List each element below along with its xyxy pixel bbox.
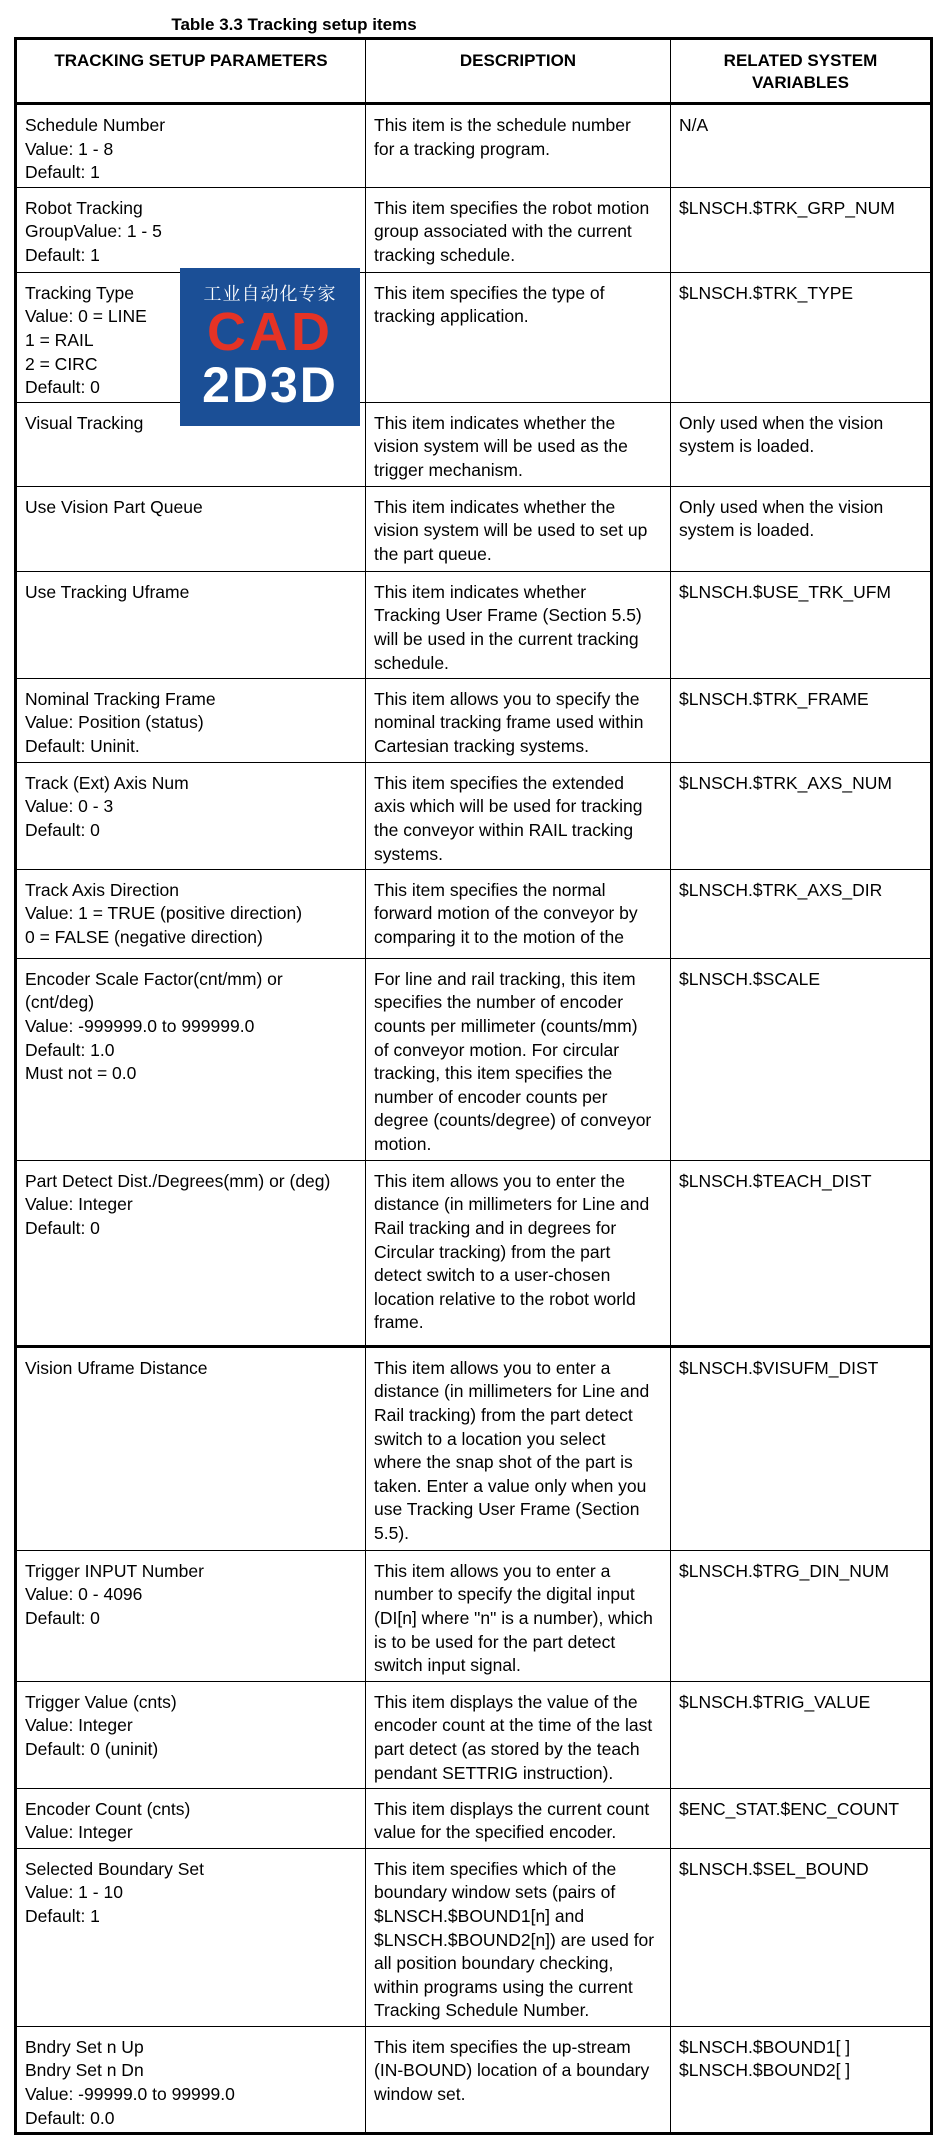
description-line: This item specifies the extended (374, 772, 624, 793)
parameter-line: Value: Integer (25, 1822, 133, 1843)
table-row (16, 272, 932, 402)
parameter-line: 2 = CIRC (25, 353, 98, 374)
desc-cell (366, 678, 671, 762)
parameter-line: Robot Tracking (25, 197, 143, 218)
description-line: use Tracking User Frame (Section (374, 1499, 640, 1520)
description-line: For line and rail tracking, this item (374, 968, 636, 989)
parameter-line: Value: -99999.0 to 99999.0 (25, 2083, 235, 2104)
parameter-line: Use Vision Part Queue (25, 496, 203, 517)
table-caption: Table 3.3 Tracking setup items (171, 15, 417, 34)
parameter-line: Default: 0 (25, 819, 100, 840)
desc-cell (366, 869, 671, 958)
description-line: part detect (as stored by the teach (374, 1738, 640, 1759)
parameter-line: Tracking Type (25, 282, 134, 303)
parameter-line: Value: 0 - 4096 (25, 1584, 143, 1605)
parameter-line: Value: 0 = LINE (25, 306, 147, 327)
desc-cell (366, 486, 671, 571)
parameter-line: Default: 1 (25, 244, 100, 265)
description-line: This item displays the current count (374, 1798, 650, 1819)
description-line: systems. (374, 843, 444, 864)
table-row (16, 1788, 932, 1848)
description-line: the part queue. (374, 543, 492, 564)
description-line: degree (counts/degree) of conveyor (374, 1110, 652, 1131)
param-cell (16, 2026, 366, 2133)
watermark-logo (180, 268, 360, 426)
table-header-row (16, 39, 932, 104)
system-variable-line: $LNSCH.$TEACH_DIST (679, 1170, 872, 1191)
system-variable-line: $LNSCH.$TRK_AXS_DIR (679, 879, 883, 900)
table-row (16, 678, 932, 762)
desc-cell (366, 187, 671, 272)
description-line: switch input signal. (374, 1655, 521, 1676)
table-row (16, 104, 932, 188)
vars-cell (671, 762, 932, 869)
desc-cell (366, 1550, 671, 1681)
description-line: the conveyor within RAIL tracking (374, 819, 634, 840)
table-row (16, 1550, 932, 1681)
description-line: $LNSCH.$BOUND2[n]) are used for (374, 1929, 655, 1950)
description-line: This item specifies the up-stream (374, 2036, 631, 2057)
parameter-line: Bndry Set n Dn (25, 2060, 144, 2081)
tracking-setup-table (14, 37, 933, 2135)
description-line: taken. Enter a value only when you (374, 1475, 647, 1496)
vars-cell (671, 187, 932, 272)
desc-cell (366, 958, 671, 1160)
system-variable-line: N/A (679, 115, 709, 135)
parameter-line: 0 = FALSE (negative direction) (25, 926, 263, 947)
description-line: trigger mechanism. (374, 459, 523, 480)
description-line: This item displays the value of the (374, 1691, 638, 1712)
description-line: counts per millimeter (counts/mm) (374, 1015, 638, 1036)
parameter-line: Visual Tracking (25, 412, 144, 433)
parameter-line: Default: 0 (25, 1217, 100, 1238)
description-line: Tracking User Frame (Section 5.5) (374, 605, 642, 626)
parameter-line: Schedule Number (25, 115, 166, 135)
description-line: of conveyor motion. For circular (374, 1039, 620, 1060)
system-variable-line: $LNSCH.$TRK_TYPE (679, 282, 854, 303)
vars-cell (671, 678, 932, 762)
vars-cell (671, 1681, 932, 1788)
table-row (16, 1346, 932, 1550)
desc-cell (366, 402, 671, 486)
system-variable-line: $ENC_STAT.$ENC_COUNT (679, 1798, 900, 1819)
parameter-line: Trigger Value (cnts) (25, 1691, 177, 1712)
parameter-line: Default: 0 (uninit) (25, 1738, 159, 1759)
parameter-line: Default: Uninit. (25, 735, 140, 756)
description-line: distance (in millimeters for Line and (374, 1381, 650, 1402)
vars-cell (671, 402, 932, 486)
description-line: This item is the schedule number (374, 115, 631, 135)
description-line: This item specifies which of the (374, 1858, 617, 1879)
description-line: (DI[n] where "n" is a number), which (374, 1607, 653, 1628)
description-line: within programs using the current (374, 1976, 633, 1997)
description-line: This item allows you to enter a (374, 1560, 611, 1581)
description-line: $LNSCH.$BOUND1[n] and (374, 1905, 585, 1926)
description-line: number to specify the digital input (374, 1584, 635, 1605)
vars-cell (671, 2026, 932, 2133)
parameter-line: (cnt/deg) (25, 992, 95, 1013)
parameter-line: Value: -999999.0 to 999999.0 (25, 1015, 255, 1036)
table-row (16, 958, 932, 1160)
parameter-line: Default: 1 (25, 162, 100, 183)
description-line: for a tracking program. (374, 138, 551, 159)
description-line: comparing it to the motion of the (374, 926, 624, 947)
description-line: 5.5). (374, 1522, 410, 1543)
description-line: nominal tracking frame used within (374, 712, 644, 733)
parameter-line: Default: 1 (25, 1905, 100, 1926)
parameter-line: GroupValue: 1 - 5 (25, 221, 162, 242)
param-cell (16, 104, 366, 188)
vars-cell (671, 486, 932, 571)
parameter-line: Value: Integer (25, 1715, 133, 1736)
description-line: will be used in the current tracking (374, 628, 639, 649)
desc-cell (366, 2026, 671, 2133)
param-cell (16, 762, 366, 869)
description-line: all position boundary checking, (374, 1953, 614, 1974)
desc-cell (366, 104, 671, 188)
description-line: specifies the number of encoder (374, 992, 624, 1013)
description-line: value for the specified encoder. (374, 1822, 617, 1843)
system-variable-line: Only used when the vision (679, 496, 884, 517)
param-cell (16, 1848, 366, 2026)
description-line: schedule. (374, 652, 449, 673)
param-cell (16, 187, 366, 272)
description-line: switch to a location you select (374, 1428, 606, 1449)
parameter-line: Part Detect Dist./Degrees(mm) or (deg) (25, 1170, 331, 1191)
parameter-line: 1 = RAIL (25, 329, 94, 350)
description-line: This item allows you to specify the (374, 688, 640, 709)
table-row (16, 1848, 932, 2026)
system-variable-line: $LNSCH.$TRIG_VALUE (679, 1691, 871, 1712)
param-cell (16, 1788, 366, 1848)
description-line: This item allows you to enter the (374, 1170, 625, 1191)
param-cell (16, 869, 366, 958)
system-variable-line: $LNSCH.$SCALE (679, 968, 821, 989)
parameter-line: Value: 0 - 3 (25, 796, 114, 817)
parameter-line: Use Tracking Uframe (25, 581, 190, 602)
table-row (16, 571, 932, 678)
table-body (16, 104, 932, 2134)
param-cell (16, 1160, 366, 1346)
description-line: This item indicates whether the (374, 496, 616, 517)
description-line: This item allows you to enter a (374, 1357, 611, 1378)
parameter-line: Must not = 0.0 (25, 1063, 137, 1084)
parameter-line: Bndry Set n Up (25, 2036, 144, 2057)
header-description: DESCRIPTION (366, 39, 671, 104)
description-line: where the snap shot of the part is (374, 1452, 633, 1473)
description-line: frame. (374, 1312, 424, 1333)
description-line: Circular tracking) from the part (374, 1241, 611, 1262)
vars-cell (671, 869, 932, 958)
parameter-line: Track (Ext) Axis Num (25, 772, 189, 793)
desc-cell (366, 1788, 671, 1848)
description-line: This item specifies the normal (374, 879, 606, 900)
desc-cell (366, 272, 671, 402)
description-line: Rail tracking and in degrees for (374, 1217, 617, 1238)
desc-cell (366, 1160, 671, 1346)
table-row (16, 2026, 932, 2133)
parameter-line: Nominal Tracking Frame (25, 688, 216, 709)
description-line: This item specifies the robot motion (374, 197, 650, 218)
parameter-line: Value: 1 - 10 (25, 1882, 123, 1903)
table-row (16, 187, 932, 272)
param-cell (16, 1346, 366, 1550)
parameter-line: Value: Position (status) (25, 712, 204, 733)
description-line: forward motion of the conveyor by (374, 903, 638, 924)
param-cell (16, 958, 366, 1160)
description-line: tracking, this item specifies the (374, 1063, 613, 1084)
description-line: location relative to the robot world (374, 1288, 636, 1309)
watermark-2d3d-text: 2D3D (202, 357, 338, 413)
description-line: This item specifies the type of (374, 282, 605, 303)
description-line: tracking application. (374, 306, 529, 327)
description-line: motion. (374, 1133, 432, 1154)
vars-cell (671, 1848, 932, 2026)
desc-cell (366, 1681, 671, 1788)
system-variable-line: $LNSCH.$TRK_AXS_NUM (679, 772, 892, 793)
system-variable-line: $LNSCH.$USE_TRK_UFM (679, 581, 891, 602)
system-variable-line: system is loaded. (679, 520, 815, 541)
desc-cell (366, 571, 671, 678)
parameter-line: Value: 1 - 8 (25, 138, 114, 159)
description-line: encoder count at the time of the last (374, 1715, 653, 1736)
param-cell (16, 678, 366, 762)
description-line: Rail tracking) from the part detect (374, 1404, 633, 1425)
header-system-variables: RELATED SYSTEM VARIABLES (671, 39, 932, 104)
description-line: vision system will be used as the (374, 436, 628, 457)
desc-cell (366, 1346, 671, 1550)
watermark-top-text: 工业自动化专家 (203, 284, 337, 304)
parameter-line: Vision Uframe Distance (25, 1357, 208, 1378)
table-row (16, 1681, 932, 1788)
vars-cell (671, 958, 932, 1160)
parameter-line: Default: 0 (25, 1607, 100, 1628)
header-parameters: TRACKING SETUP PARAMETERS (16, 39, 366, 104)
description-line: axis which will be used for tracking (374, 796, 643, 817)
system-variable-line: Only used when the vision (679, 412, 884, 433)
vars-cell (671, 1550, 932, 1681)
param-cell (16, 571, 366, 678)
description-line: Cartesian tracking systems. (374, 735, 589, 756)
desc-cell (366, 1848, 671, 2026)
parameter-line: Default: 0 (25, 377, 100, 398)
parameter-line: Track Axis Direction (25, 879, 179, 900)
table-row (16, 869, 932, 958)
desc-cell (366, 762, 671, 869)
system-variable-line: $LNSCH.$TRG_DIN_NUM (679, 1560, 890, 1581)
system-variable-line: $LNSCH.$BOUND1[ ] (679, 2036, 851, 2057)
description-line: group associated with the current (374, 221, 632, 242)
system-variable-line: $LNSCH.$VISUFM_DIST (679, 1357, 879, 1378)
parameter-line: Value: Integer (25, 1194, 133, 1215)
description-line: tracking schedule. (374, 244, 516, 265)
description-line: boundary window sets (pairs of (374, 1882, 616, 1903)
vars-cell (671, 272, 932, 402)
vars-cell (671, 1346, 932, 1550)
vars-cell (671, 1160, 932, 1346)
system-variable-line: $LNSCH.$BOUND2[ ] (679, 2060, 851, 2081)
param-cell (16, 1550, 366, 1681)
system-variable-line: $LNSCH.$TRK_FRAME (679, 688, 869, 709)
description-line: This item indicates whether the (374, 412, 616, 433)
vars-cell (671, 571, 932, 678)
table-row (16, 762, 932, 869)
table-row (16, 1160, 932, 1346)
parameter-line: Trigger INPUT Number (25, 1560, 204, 1581)
vars-cell (671, 104, 932, 188)
description-line: window set. (374, 2083, 466, 2104)
param-cell (16, 1681, 366, 1788)
description-line: is to be used for the part detect (374, 1631, 616, 1652)
parameter-line: Value: 1 = TRUE (positive direction) (25, 903, 303, 924)
description-line: vision system will be used to set up (374, 520, 648, 541)
parameter-line: Encoder Scale Factor(cnt/mm) or (25, 968, 283, 989)
parameter-line: Encoder Count (cnts) (25, 1798, 191, 1819)
parameter-line: Default: 0.0 (25, 2107, 115, 2128)
table-row (16, 402, 932, 486)
vars-cell (671, 1788, 932, 1848)
description-line: detect switch to a user-chosen (374, 1265, 611, 1286)
description-line: (IN-BOUND) location of a boundary (374, 2060, 650, 2081)
system-variable-line: $LNSCH.$TRK_GRP_NUM (679, 197, 895, 218)
param-cell (16, 486, 366, 571)
parameter-line: Selected Boundary Set (25, 1858, 205, 1879)
system-variable-line: $LNSCH.$SEL_BOUND (679, 1858, 869, 1879)
system-variable-line: system is loaded. (679, 436, 815, 457)
parameter-line: Default: 1.0 (25, 1039, 115, 1060)
description-line: This item indicates whether (374, 581, 587, 602)
watermark-cad-text: CAD (207, 302, 333, 362)
description-line: number of encoder counts per (374, 1086, 608, 1107)
description-line: pendant SETTRIG instruction). (374, 1762, 614, 1783)
description-line: Tracking Schedule Number. (374, 2000, 590, 2021)
table-row (16, 486, 932, 571)
description-line: distance (in millimeters for Line and (374, 1194, 650, 1215)
